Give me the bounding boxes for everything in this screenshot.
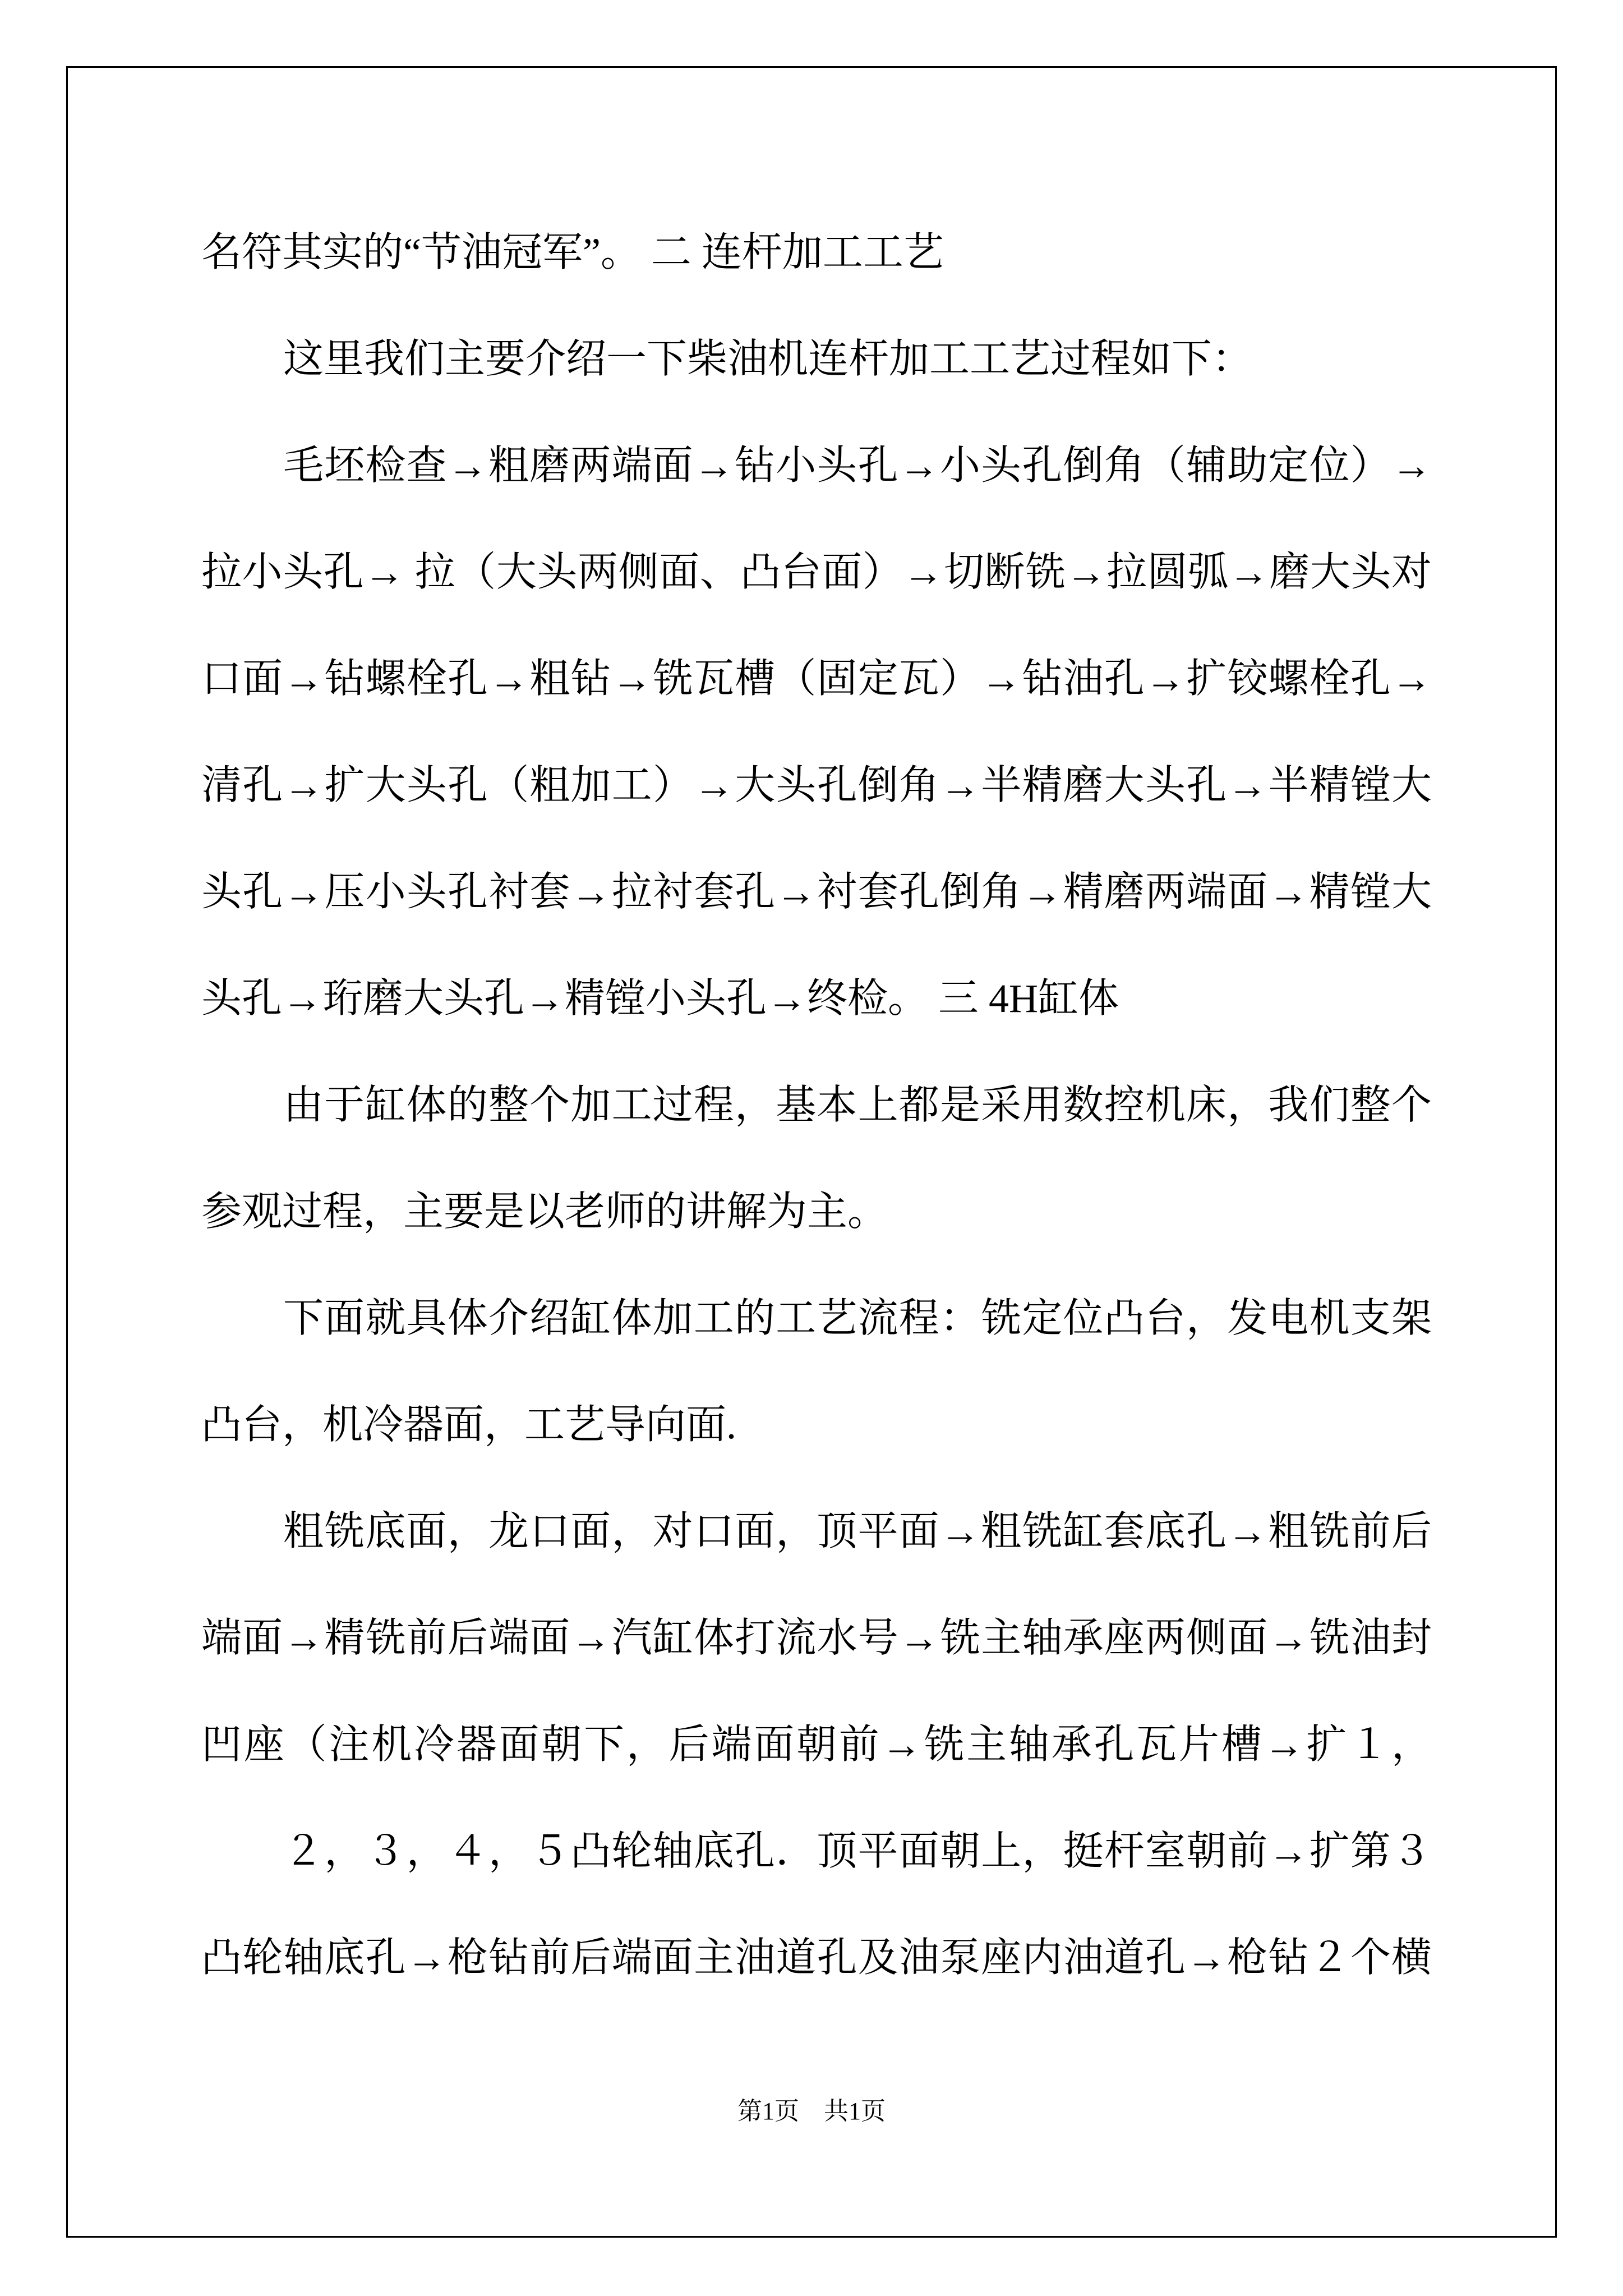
paragraph [201, 1798, 1432, 2011]
text-line: 粗铣底面，龙口面，对口面，顶平面→粗铣缸套底孔→粗铣前后 [283, 1509, 1432, 1554]
text-line: 参观过程，主要是以老师的讲解为主。 [201, 1189, 888, 1234]
text-line: 下面就具体介绍缸体加工的工艺流程：铣定位凸台，发电机支架 [283, 1296, 1432, 1341]
text-line: 凸轮轴底孔→枪钻前后端面主油道孔及油泵座内油道孔→枪钻２个横 [201, 1935, 1432, 1980]
text-line: 名符其实的“节油冠军”。 二 连杆加工工艺 [201, 230, 944, 275]
text-line: 清孔→扩大头孔（粗加工）→大头孔倒角→半精磨大头孔→半精镗大 [201, 763, 1432, 808]
paragraph [201, 1478, 1432, 1798]
text-line: 由于缸体的整个加工过程，基本上都是采用数控机床，我们整个 [283, 1083, 1432, 1128]
paragraph [201, 306, 1432, 412]
text-line: 毛坯检查→粗磨两端面→钻小头孔→小头孔倒角（辅助定位）→ [283, 443, 1432, 488]
paragraph [201, 1052, 1432, 1265]
paragraph [201, 1265, 1432, 1478]
document-body [201, 199, 1432, 2011]
text-line: 端面→精铣前后端面→汽缸体打流水号→铣主轴承座两侧面→铣油封 [201, 1616, 1432, 1660]
text-line: 头孔→压小头孔衬套→拉衬套孔→衬套孔倒角→精磨两端面→精镗大 [201, 869, 1432, 914]
page-footer: 第1页 共1页 [737, 2097, 886, 2125]
text-line: 这里我们主要介绍一下柴油机连杆加工工艺过程如下： [283, 337, 1253, 381]
text-line: 凹座（注机冷器面朝下，后端面朝前→铣主轴承孔瓦片槽→扩１， [201, 1722, 1432, 1767]
text-line: 凸台，机冷器面，工艺导向面. [201, 1402, 737, 1447]
text-line: 口面→钻螺栓孔→粗钻→铣瓦槽（固定瓦）→钻油孔→扩铰螺栓孔→ [201, 656, 1432, 701]
text-line: 头孔→珩磨大头孔→精镗小头孔→终检。 三 4H缸体 [201, 976, 1119, 1021]
paragraph [201, 412, 1432, 1052]
text-line: ２，３，４，５凸轮轴底孔．顶平面朝上，挺杆室朝前→扩第３ [283, 1829, 1432, 1874]
text-line: 拉小头孔→ 拉（大头两侧面、凸台面）→切断铣→拉圆弧→磨大头对 [201, 550, 1432, 595]
paragraph [201, 199, 1432, 306]
